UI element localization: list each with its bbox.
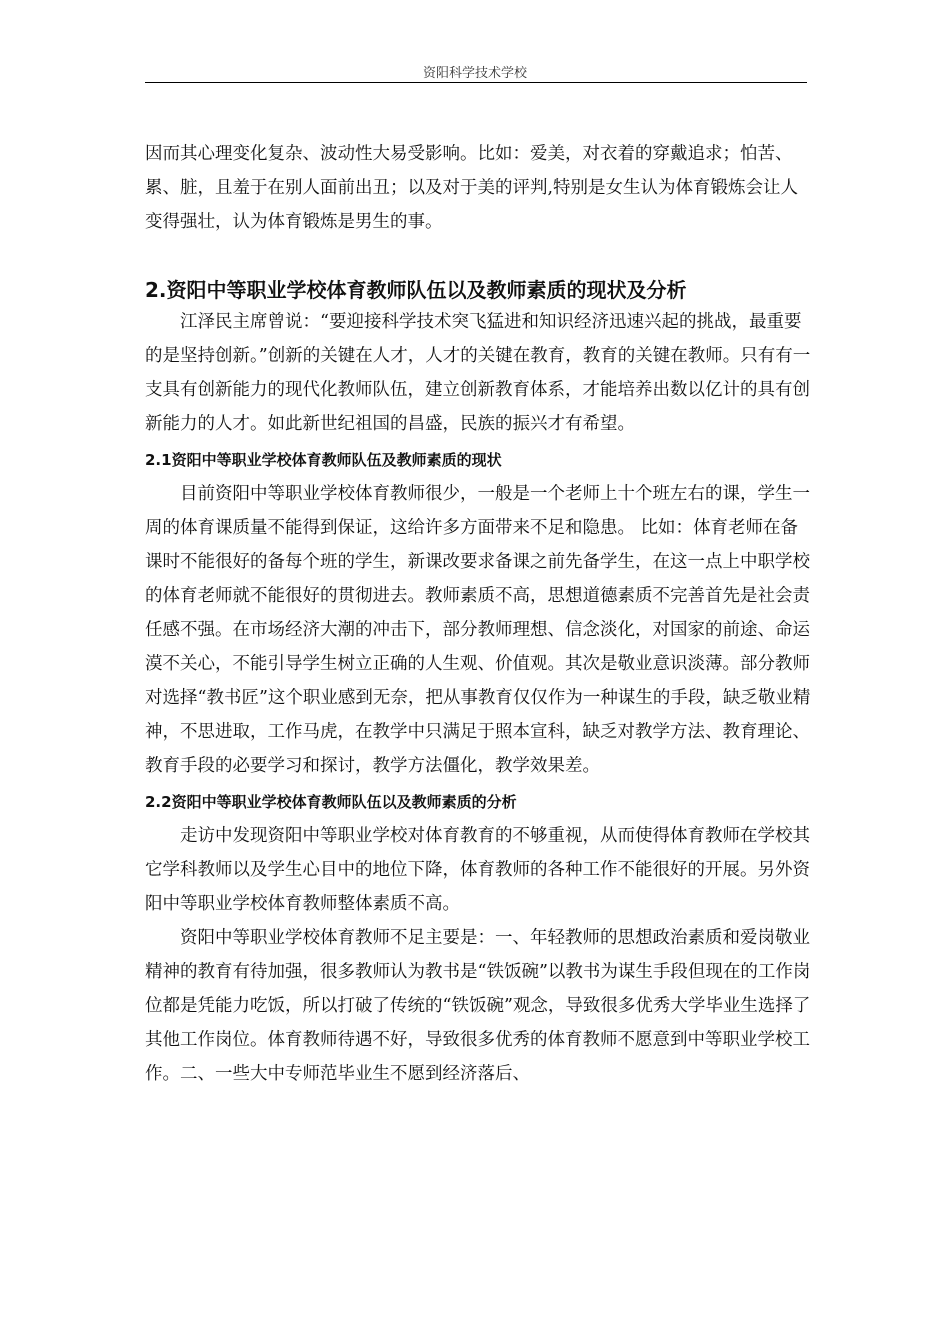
section-2-1-paragraph: 目前资阳中等职业学校体育教师很少，一般是一个老师上十个班左右的课，学生一周的体育课质量不能得到保证，这给许多方面带来不足和隐患。 比如：体育老师在备课时不能很好的备每个班的学生，新课改要求备课之前先备学生，在这一点上中职学校的体育老师就不能很好的贯彻进去。教师素质不高，思想道德素质不完善首先是社会责任感不强。在市场经济大潮的冲击下，部分教师理想、信念淡化，对国家的前途、命运漠不关心，不能引导学生树立正确的人生观、价值观。其次是敬业意识淡薄。部分教师对选择“教书匠”这个职业感到无奈，把从事教育仅仅作为一种谋生的手段，缺乏敬业精神，不思进取，工作马虎，在教学中只满足于照本宣科，缺乏对教学方法、教育理论、教育手段的必要学习和探讨，教学方法僵化，教学效果差。 — [145, 484, 811, 776]
section-2-2-paragraph-2: 资阳中等职业学校体育教师不足主要是：一、年轻教师的思想政治素质和爱岗敬业精神的教育有待加强，很多教师认为教书是“铁饭碗”以教书为谋生手段但现在的工作岗位都是凭能力吃饭，所以打破了传统的“铁饭碗”观念，导致很多优秀大学毕业生选择了其他工作岗位。体育教师待遇不好，导致很多优秀的体育教师不愿意到中等职业学校工作。二、一些大中专师范毕业生不愿到经济落后、 — [145, 928, 811, 1084]
section-2-1-heading: 2.1资阳中等职业学校体育教师队伍及教师素质的现状 — [145, 451, 502, 469]
section-2-2-heading: 2.2资阳中等职业学校体育教师队伍以及教师素质的分析 — [145, 793, 517, 811]
header-school-name: 资阳科学技术学校 — [422, 66, 527, 81]
header-divider — [145, 82, 807, 83]
section-2-2-paragraph-1: 走访中发现资阳中等职业学校对体育教育的不够重视，从而使得体育教师在学校其它学科教师以及学生心目中的地位下降，体育教师的各种工作不能很好的开展。另外资阳中等职业学校体育教师整体素质不高。 — [145, 826, 810, 914]
section-2-heading: 2.资阳中等职业学校体育教师队伍以及教师素质的现状及分析 — [145, 278, 687, 302]
section-2-paragraph: 江泽民主席曾说：“要迎接科学技术突飞猛进和知识经济迅速兴起的挑战，最重要的是坚持创新。”创新的关键在人才，人才的关键在教育，教育的关键在教师。只有有一支具有创新能力的现代化教师队伍，建立创新教育体系，才能培养出数以亿计的具有创新能力的人才。如此新世纪祖国的昌盛，民族的振兴才有希望。 — [145, 312, 811, 434]
intro-paragraph: 因而其心理变化复杂、波动性大易受影响。比如：爱美，对衣着的穿戴追求；怕苦、累、脏，且羞于在别人面前出丑；以及对于美的评判,特别是女生认为体育锻炼会让人变得强壮，认为体育锻炼是男生的事。 — [145, 144, 799, 232]
document-body — [145, 137, 813, 1091]
